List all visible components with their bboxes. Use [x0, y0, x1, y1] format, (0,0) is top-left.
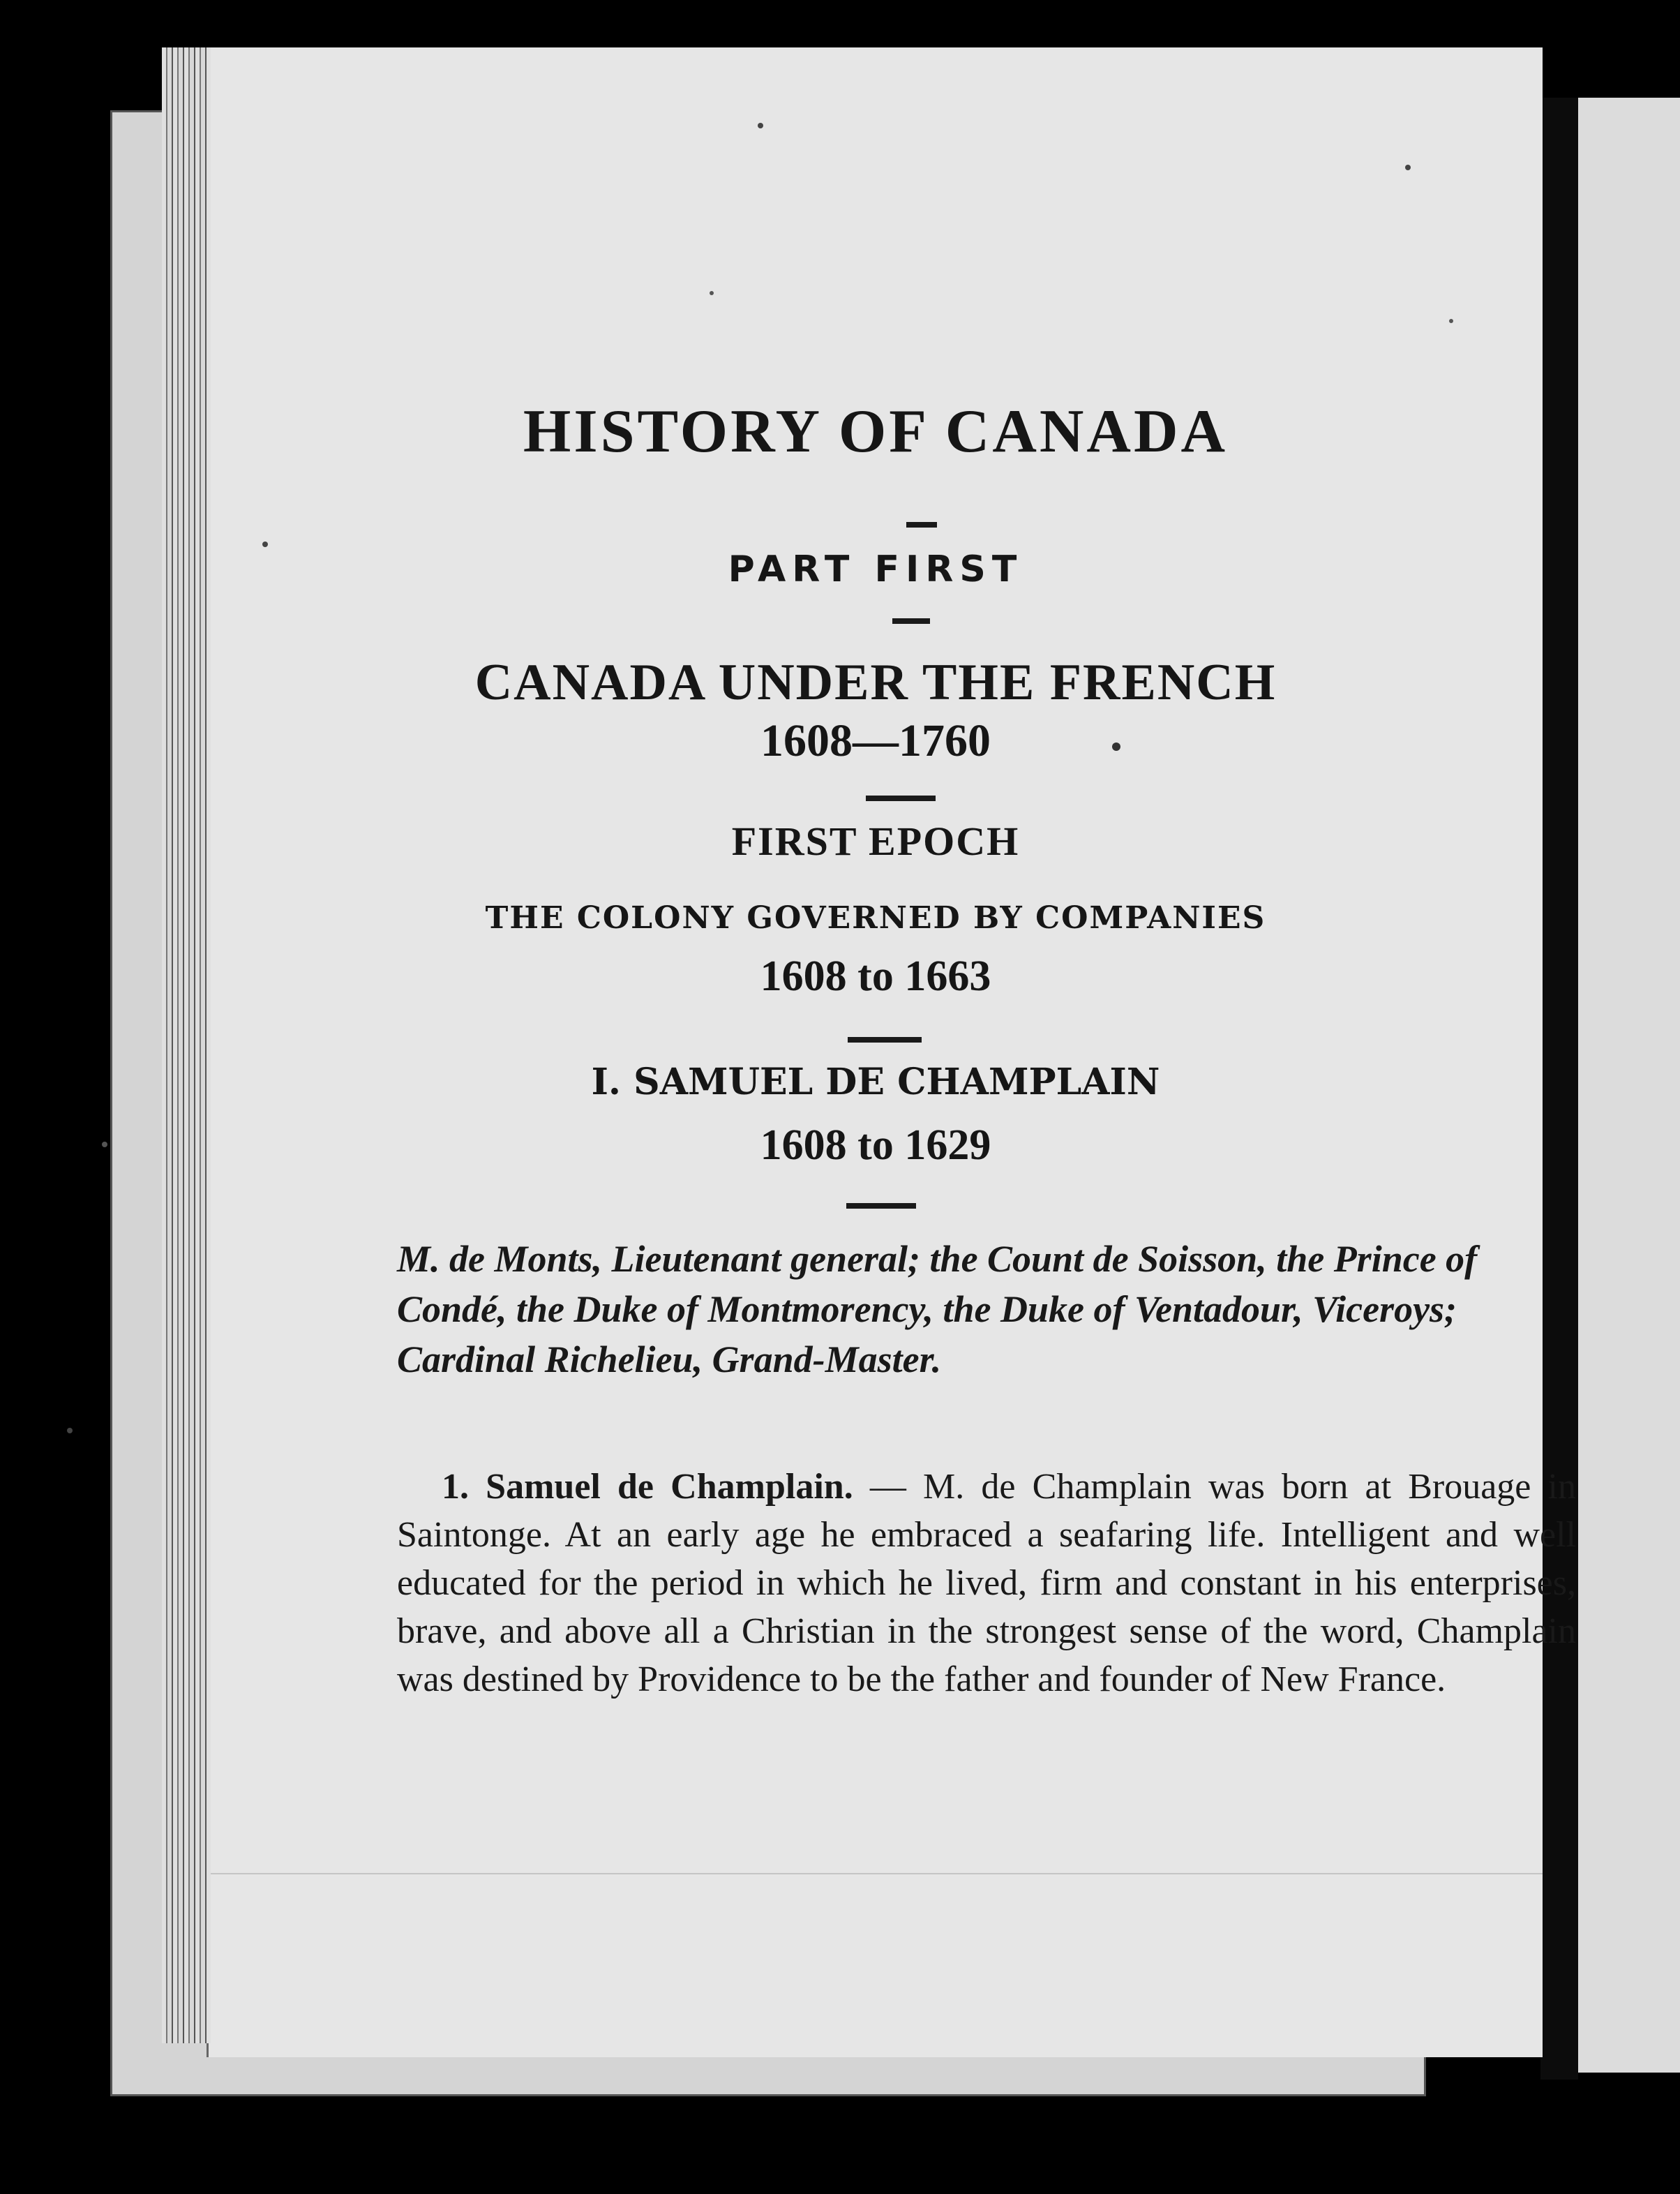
page-edges-stack: [162, 47, 211, 2043]
section-dates: 1608—1760: [760, 715, 991, 766]
body-paragraph: [397, 1463, 1576, 1703]
chapter-heading: I. SAMUEL DE CHAMPLAIN: [591, 1061, 1160, 1103]
divider-rule: [892, 618, 930, 624]
divider-rule: [866, 796, 936, 801]
epoch-heading: FIRST EPOCH: [731, 819, 1020, 864]
part-heading: PART FIRST: [728, 548, 1023, 590]
divider-rule: [848, 1037, 922, 1043]
paragraph-heading: 1. Samuel de Champlain.: [442, 1467, 853, 1507]
divider-rule: [906, 522, 937, 528]
book-page: [207, 47, 1576, 2057]
book-title: HISTORY OF CANADA: [523, 398, 1229, 465]
right-page-edge: [1578, 98, 1680, 2073]
paragraph-text: — M. de Champlain was born at Brouage in Saintonge. At an early age he embraced a seafaring life. Intelligent and well educated for the period in which he lived, firm and constant in his enterprises, brave, and above all a Christian in the strongest sense of the word, Champlain was destined by Providence to be the father and founder of New France.: [397, 1467, 1576, 1699]
scan-line: [209, 1873, 1543, 1874]
book-gutter-shadow: [1540, 98, 1578, 2080]
chapter-summary: M. de Monts, Lieutenant general; the Count de Soisson, the Prince of Condé, the Duke of Montmorency, the Duke of Ventadour, Viceroys; Cardinal Richelieu, Grand-Master.: [397, 1238, 1478, 1380]
epoch-subtitle: THE COLONY GOVERNED BY COMPANIES: [485, 900, 1266, 936]
epoch-dates: 1608 to 1663: [760, 953, 991, 1000]
divider-rule: [846, 1203, 916, 1209]
section-heading: CANADA UNDER THE FRENCH: [474, 654, 1277, 711]
chapter-dates: 1608 to 1629: [760, 1121, 991, 1169]
